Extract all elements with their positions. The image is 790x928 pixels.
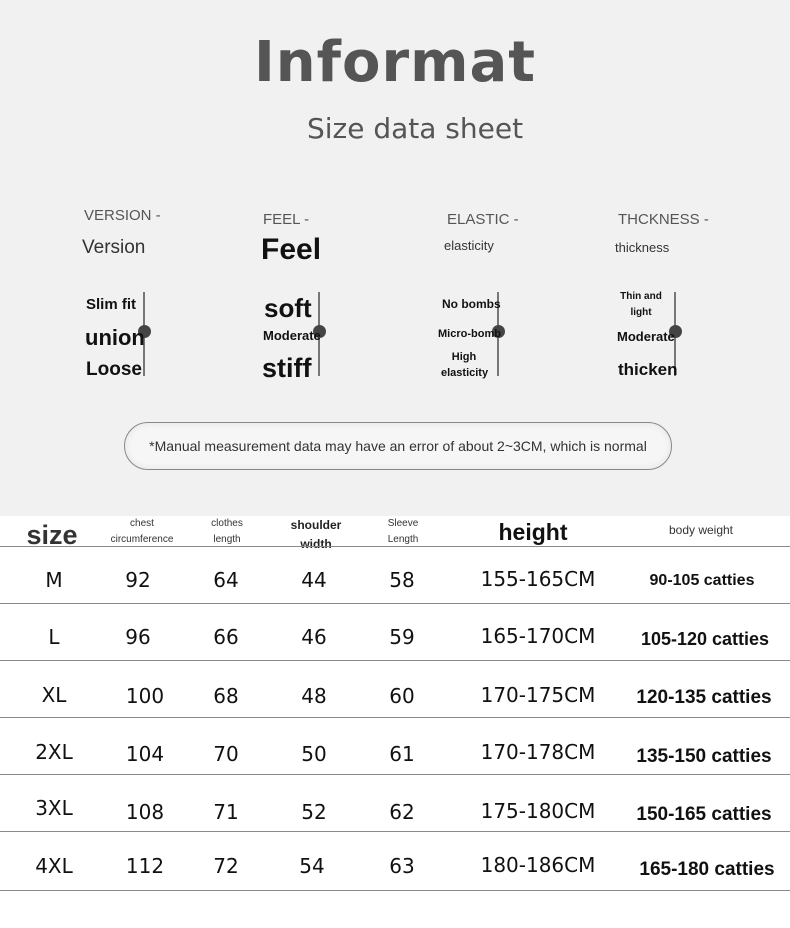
attribute-name: Feel [261, 233, 322, 266]
option-label: soft [264, 293, 312, 323]
attribute-heading: ELASTIC - [447, 211, 519, 228]
attribute-name: elasticity [444, 238, 494, 253]
option-label: Slim fit [86, 296, 137, 313]
option-label: Moderate [617, 329, 675, 344]
cell-shoulder: 54 [299, 854, 325, 878]
header-length: clothes length [211, 518, 243, 545]
header-shoulder: shoulder width [290, 518, 342, 551]
cell-weight: 105-120 catties [640, 629, 770, 649]
cell-length: 71 [213, 800, 239, 824]
cell-height: 165-170CM [480, 624, 596, 648]
cell-length: 68 [213, 684, 239, 708]
header-sleeve: Sleeve Length [387, 518, 419, 545]
option-label: thicken [618, 360, 678, 379]
page-title: Informat [253, 30, 537, 95]
cell-size: 4XL [35, 854, 73, 878]
cell-height: 180-186CM [480, 853, 596, 877]
cell-height: 155-165CM [480, 567, 596, 591]
table-row [0, 660, 790, 717]
cell-sleeve: 60 [389, 684, 415, 708]
cell-shoulder: 50 [301, 742, 327, 766]
cell-weight: 90-105 catties [649, 572, 755, 589]
cell-weight: 165-180 catties [639, 859, 775, 880]
cell-size: L [48, 625, 60, 649]
option-label: Micro-bomb [438, 328, 501, 340]
option-label: Loose [86, 359, 142, 380]
header-height: height [498, 519, 568, 545]
cell-weight: 135-150 catties [636, 746, 772, 767]
cell-weight: 120-135 catties [636, 687, 772, 708]
option-label: Thin and light [620, 291, 662, 318]
cell-shoulder: 52 [301, 800, 327, 824]
cell-chest: 108 [125, 800, 165, 824]
cell-sleeve: 58 [389, 568, 415, 592]
cell-height: 175-180CM [480, 799, 596, 823]
cell-shoulder: 44 [301, 568, 327, 592]
cell-size: M [45, 568, 63, 592]
cell-height: 170-175CM [480, 683, 596, 707]
cell-shoulder: 48 [301, 684, 327, 708]
attribute-name: thickness [615, 240, 670, 255]
attribute-name: Version [82, 237, 146, 258]
header-chest: chest circumference [110, 518, 174, 545]
attribute-heading: VERSION - [84, 207, 161, 224]
cell-chest: 100 [125, 684, 165, 708]
cell-size: 3XL [35, 796, 73, 820]
table-row [0, 774, 790, 831]
option-label: stiff [262, 353, 312, 383]
cell-sleeve: 62 [389, 800, 415, 824]
option-label: union [85, 325, 145, 350]
table-row [0, 546, 790, 603]
option-label: High elasticity [441, 351, 489, 379]
cell-sleeve: 61 [389, 742, 415, 766]
cell-size: 2XL [35, 740, 73, 764]
attribute-heading: THCKNESS - [618, 211, 709, 228]
page-subtitle: Size data sheet [306, 112, 524, 145]
cell-chest: 112 [125, 854, 165, 878]
attribute-heading: FEEL - [263, 211, 310, 228]
measurement-note: *Manual measurement data may have an error of about 2~3CM, which is normal [124, 422, 672, 470]
cell-length: 70 [213, 742, 239, 766]
table-row [0, 831, 790, 891]
table-row [0, 717, 790, 774]
cell-length: 66 [213, 625, 239, 649]
cell-height: 170-178CM [480, 740, 596, 764]
header-size: size [26, 520, 78, 550]
cell-shoulder: 46 [301, 625, 327, 649]
header-weight: body weight [668, 523, 734, 537]
cell-chest: 104 [125, 742, 165, 766]
cell-length: 64 [213, 568, 239, 592]
table-row [0, 603, 790, 660]
cell-sleeve: 59 [389, 625, 415, 649]
table-header [0, 516, 790, 551]
cell-length: 72 [213, 854, 239, 878]
cell-size: XL [41, 683, 67, 707]
cell-chest: 92 [125, 568, 151, 592]
cell-weight: 150-165 catties [636, 804, 772, 825]
cell-chest: 96 [125, 625, 151, 649]
cell-sleeve: 63 [389, 854, 415, 878]
option-label: No bombs [442, 297, 501, 311]
option-label: Moderate [263, 328, 321, 343]
